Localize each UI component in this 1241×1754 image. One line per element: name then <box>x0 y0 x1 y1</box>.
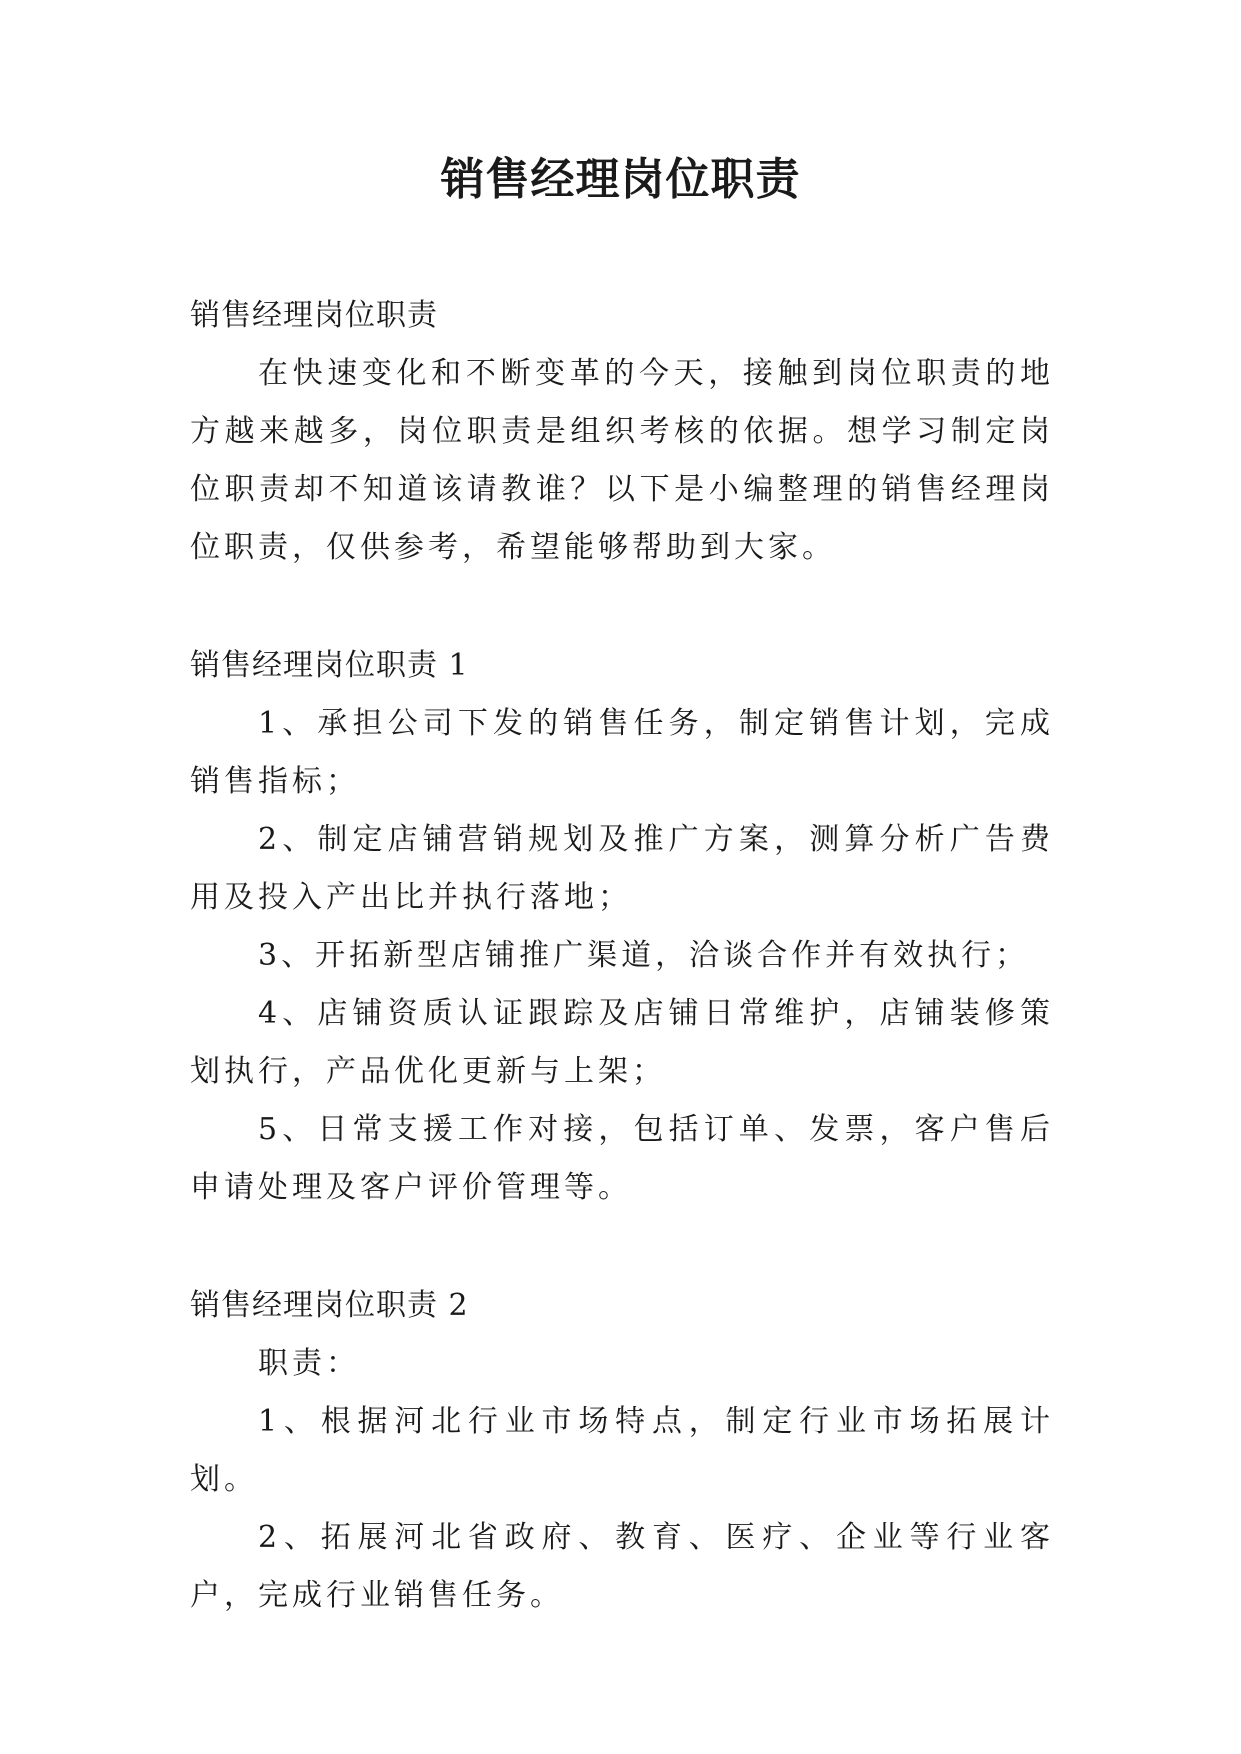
intro-paragraph: 在快速变化和不断变革的今天，接触到岗位职责的地方越来越多，岗位职责是组织考核的依据。想学习制定岗位职责却不知道该请教谁？以下是小编整理的销售经理岗位职责，仅供参考，希望能够帮助到大家。 <box>190 356 1054 565</box>
section-1-item-1: 1、承担公司下发的销售任务，制定销售计划，完成销售指标； <box>190 706 1054 799</box>
section-2-item-1: 1、根据河北行业市场特点，制定行业市场拓展计划。 <box>190 1404 1054 1497</box>
document-title: 销售经理岗位职责 <box>440 154 801 205</box>
section-spacer <box>190 1217 1054 1277</box>
section-1-item-5: 5、日常支援工作对接，包括订单、发票，客户售后申请处理及客户评价管理等。 <box>190 1112 1054 1205</box>
document-body <box>190 287 1054 1625</box>
section-1-heading: 销售经理岗位职责 1 <box>190 648 469 683</box>
document-subtitle: 销售经理岗位职责 <box>190 298 438 333</box>
section-2-item-2: 2、拓展河北省政府、教育、医疗、企业等行业客户，完成行业销售任务。 <box>190 1520 1054 1613</box>
section-1-item-3: 3、开拓新型店铺推广渠道，洽谈合作并有效执行； <box>258 938 1030 973</box>
section-2-label: 职责： <box>258 1346 360 1381</box>
section-1-item-2: 2、制定店铺营销规划及推广方案，测算分析广告费用及投入产出比并执行落地； <box>190 822 1054 915</box>
section-1 <box>190 637 1054 1217</box>
section-2 <box>190 1277 1054 1625</box>
section-spacer <box>190 577 1054 637</box>
section-1-item-4: 4、店铺资质认证跟踪及店铺日常维护，店铺装修策划执行，产品优化更新与上架； <box>190 996 1054 1089</box>
section-2-heading: 销售经理岗位职责 2 <box>190 1288 469 1323</box>
